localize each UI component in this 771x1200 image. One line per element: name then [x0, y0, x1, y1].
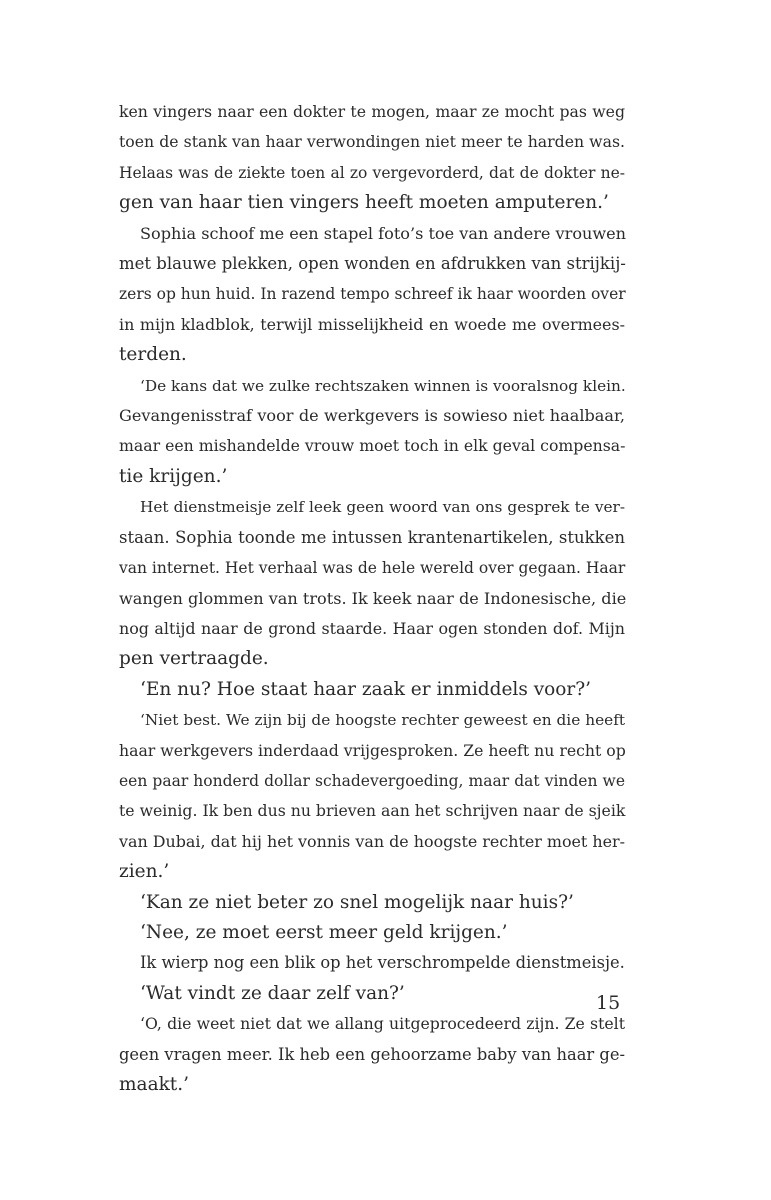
paragraph: [119, 705, 625, 887]
text-line: maar een mishandelde vrouw moet toch in elk geval compensa-: [119, 436, 626, 456]
paragraph: [119, 219, 625, 371]
text-line: Helaas was de ziekte toen al zo vergevorderd, dat de dokter ne-: [119, 163, 625, 182]
text-line: wangen glommen van trots. Ik keek naar de Indonesische, die: [119, 588, 627, 608]
text-line: ‘O, die weet niet dat we allang uitgeprocedeerd zijn. Ze stelt: [140, 1014, 625, 1034]
text-line: Het dienstmeisje zelf leek geen woord van ons gesprek te ver-: [140, 498, 625, 517]
text-line: in mijn kladblok, terwijl misselijkheid en woede me overmees-: [119, 314, 625, 334]
text-line: een paar honderd dollar schadevergoeding, maar dat vinden we: [119, 771, 625, 790]
text-line: ‘Kan ze niet beter zo snel mogelijk naar huis?’: [140, 891, 574, 913]
text-line: geen vragen meer. Ik heb een gehoorzame baby van haar ge-: [119, 1044, 625, 1064]
paragraph: [119, 492, 625, 674]
paragraph: [119, 918, 625, 948]
text-line: nog altijd naar de grond staarde. Haar ogen stonden dof. Mijn: [119, 618, 625, 638]
text-line: Gevangenisstraf voor de werkgevers is sowieso niet haalbaar,: [119, 406, 625, 426]
text-line: staan. Sophia toonde me intussen krantenartikelen, stukken: [119, 527, 625, 547]
text-line: haar werkgevers inderdaad vrijgesproken. Ze heeft nu recht op: [119, 740, 626, 760]
text-line: terden.: [119, 344, 187, 366]
text-line: Ik wierp nog een blik op het verschrompelde dienstmeisje.: [140, 953, 625, 973]
body-text: [119, 97, 625, 1100]
text-line: ‘En nu? Hoe staat haar zaak er inmiddels voor?’: [140, 678, 592, 700]
text-line: ‘Niet best. We zijn bij de hoogste rechter geweest en die heeft: [140, 711, 625, 730]
text-line: gen van haar tien vingers heeft moeten amputeren.’: [119, 192, 609, 214]
text-line: ‘De kans dat we zulke rechtszaken winnen is vooralsnog klein.: [140, 376, 626, 395]
text-line: met blauwe plekken, open wonden en afdrukken van strijkij-: [119, 254, 626, 274]
paragraph: [119, 979, 625, 1009]
paragraph: [119, 948, 625, 978]
page-number: 15: [596, 992, 621, 1014]
text-line: ‘Wat vindt ze daar zelf van?’: [140, 982, 405, 1004]
text-line: ‘Nee, ze moet eerst meer geld krijgen.’: [140, 921, 508, 943]
text-line: van Dubai, dat hij het vonnis van de hoogste rechter moet her-: [119, 831, 625, 851]
text-line: pen vertraagde.: [119, 648, 269, 670]
paragraph: [119, 675, 625, 705]
paragraph: [119, 888, 625, 918]
text-line: tie krijgen.’: [119, 465, 228, 487]
text-line: te weinig. Ik ben dus nu brieven aan het schrijven naar de sjeik: [119, 801, 626, 821]
text-line: van internet. Het verhaal was de hele wereld over gegaan. Haar: [119, 559, 626, 578]
text-line: maakt.’: [119, 1074, 190, 1095]
paragraph: [119, 1009, 625, 1100]
paragraph: [119, 371, 625, 493]
text-line: Sophia schoof me een stapel foto’s toe van andere vrouwen: [140, 223, 627, 243]
text-line: toen de stank van haar verwondingen niet meer te harden was.: [119, 132, 625, 152]
text-line: zien.’: [119, 861, 170, 883]
text-line: ken vingers naar een dokter te mogen, maar ze mocht pas weg: [119, 102, 625, 121]
paragraph: [119, 97, 625, 219]
text-line: zers op hun huid. In razend tempo schreef ik haar woorden over: [119, 285, 626, 304]
